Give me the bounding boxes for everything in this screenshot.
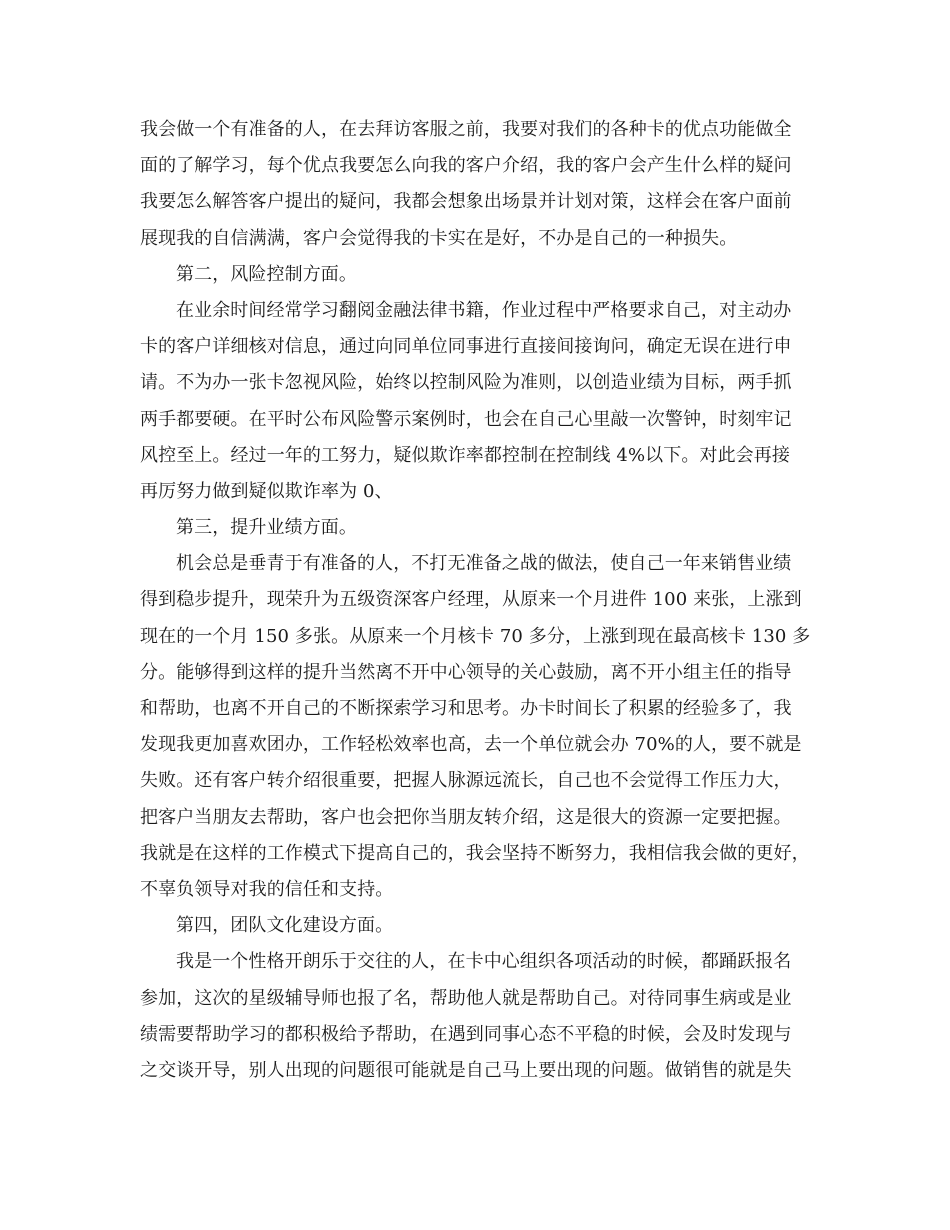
text-line: 再厉努力做到疑似欺诈率为 0、 <box>140 480 393 502</box>
text-line: 得到稳步提升，现荣升为五级资深客户经理，从原来一个月进件 100 来张，上涨到 <box>140 589 802 611</box>
text-line: 之交谈开导，别人出现的问题很可能就是自己马上要出现的问题。做销售的就是失 <box>140 1059 792 1081</box>
paragraph-first-line: 我是一个性格开朗乐于交往的人，在卡中心组织各项活动的时候，都踊跃报名 <box>176 951 792 973</box>
text-line: 我会做一个有准备的人，在去拜访客服之前，我要对我们的各种卡的优点功能做全 <box>140 119 792 140</box>
text-line: 风控至上。经过一年的工努力，疑似欺诈率都控制在控制线 4%以下。对此会再接 <box>140 444 790 466</box>
text-line: 发现我更加喜欢团办，工作轻松效率也高，去一个单位就会办 70%的人，要不就是 <box>140 734 802 756</box>
text-line: 绩需要帮助学习的都积极给予帮助，在遇到同事心态不平稳的时候，会及时发现与 <box>140 1023 792 1045</box>
text-line: 我就是在这样的工作模式下提高自己的，我会坚持不断努力，我相信我会做的更好， <box>140 842 810 864</box>
paragraph-first-line: 在业余时间经常学习翻阅金融法律书籍，作业过程中严格要求自己，对主动办 <box>176 299 792 321</box>
text-line: 请。不为办一张卡忽视风险，始终以控制风险为准则，以创造业绩为目标，两手抓 <box>140 372 792 394</box>
text-line: 和帮助，也离不开自己的不断探索学习和思考。办卡时间长了积累的经验多了，我 <box>140 698 792 719</box>
section-heading: 第二，风险控制方面。 <box>176 263 357 285</box>
text-line: 把客户当朋友去帮助，客户也会把你当朋友转介绍，这是很大的资源一定要把握。 <box>140 806 792 828</box>
text-line: 卡的客户详细核对信息，通过向同单位同事进行直接间接询问，确定无误在进行申 <box>140 336 792 358</box>
text-line: 面的了解学习，每个优点我要怎么向我的客户介绍，我的客户会产生什么样的疑问 <box>140 155 792 177</box>
text-line: 两手都要硬。在平时公布风险警示案例时，也会在自己心里敲一次警钟，时刻牢记 <box>140 408 792 430</box>
text-line: 分。能够得到这样的提升当然离不开中心领导的关心鼓励，离不开小组主任的指导 <box>140 661 792 683</box>
section-heading: 第三，提升业绩方面。 <box>176 517 357 539</box>
document-body <box>140 112 830 1089</box>
text-line: 现在的一个月 150 多张。从原来一个月核卡 70 多分，上涨到现在最高核卡 130 多 <box>140 625 811 647</box>
text-line: 展现我的自信满满，客户会觉得我的卡实在是好，不办是自己的一种损失。 <box>140 227 738 249</box>
text-line: 不辜负领导对我的信任和支持。 <box>140 878 394 900</box>
text-line: 失败。还有客户转介绍很重要，把握人脉源远流长，自己也不会觉得工作压力大， <box>140 770 792 792</box>
paragraph-first-line: 机会总是垂青于有准备的人，不打无准备之战的做法，使自己一年来销售业绩 <box>176 553 792 575</box>
section-heading: 第四，团队文化建设方面。 <box>176 915 394 937</box>
text-line: 参加，这次的星级辅导师也报了名，帮助他人就是帮助自己。对待同事生病或是业 <box>140 987 792 1009</box>
text-line: 我要怎么解答客户提出的疑问，我都会想象出场景并计划对策，这样会在客户面前 <box>140 191 792 213</box>
